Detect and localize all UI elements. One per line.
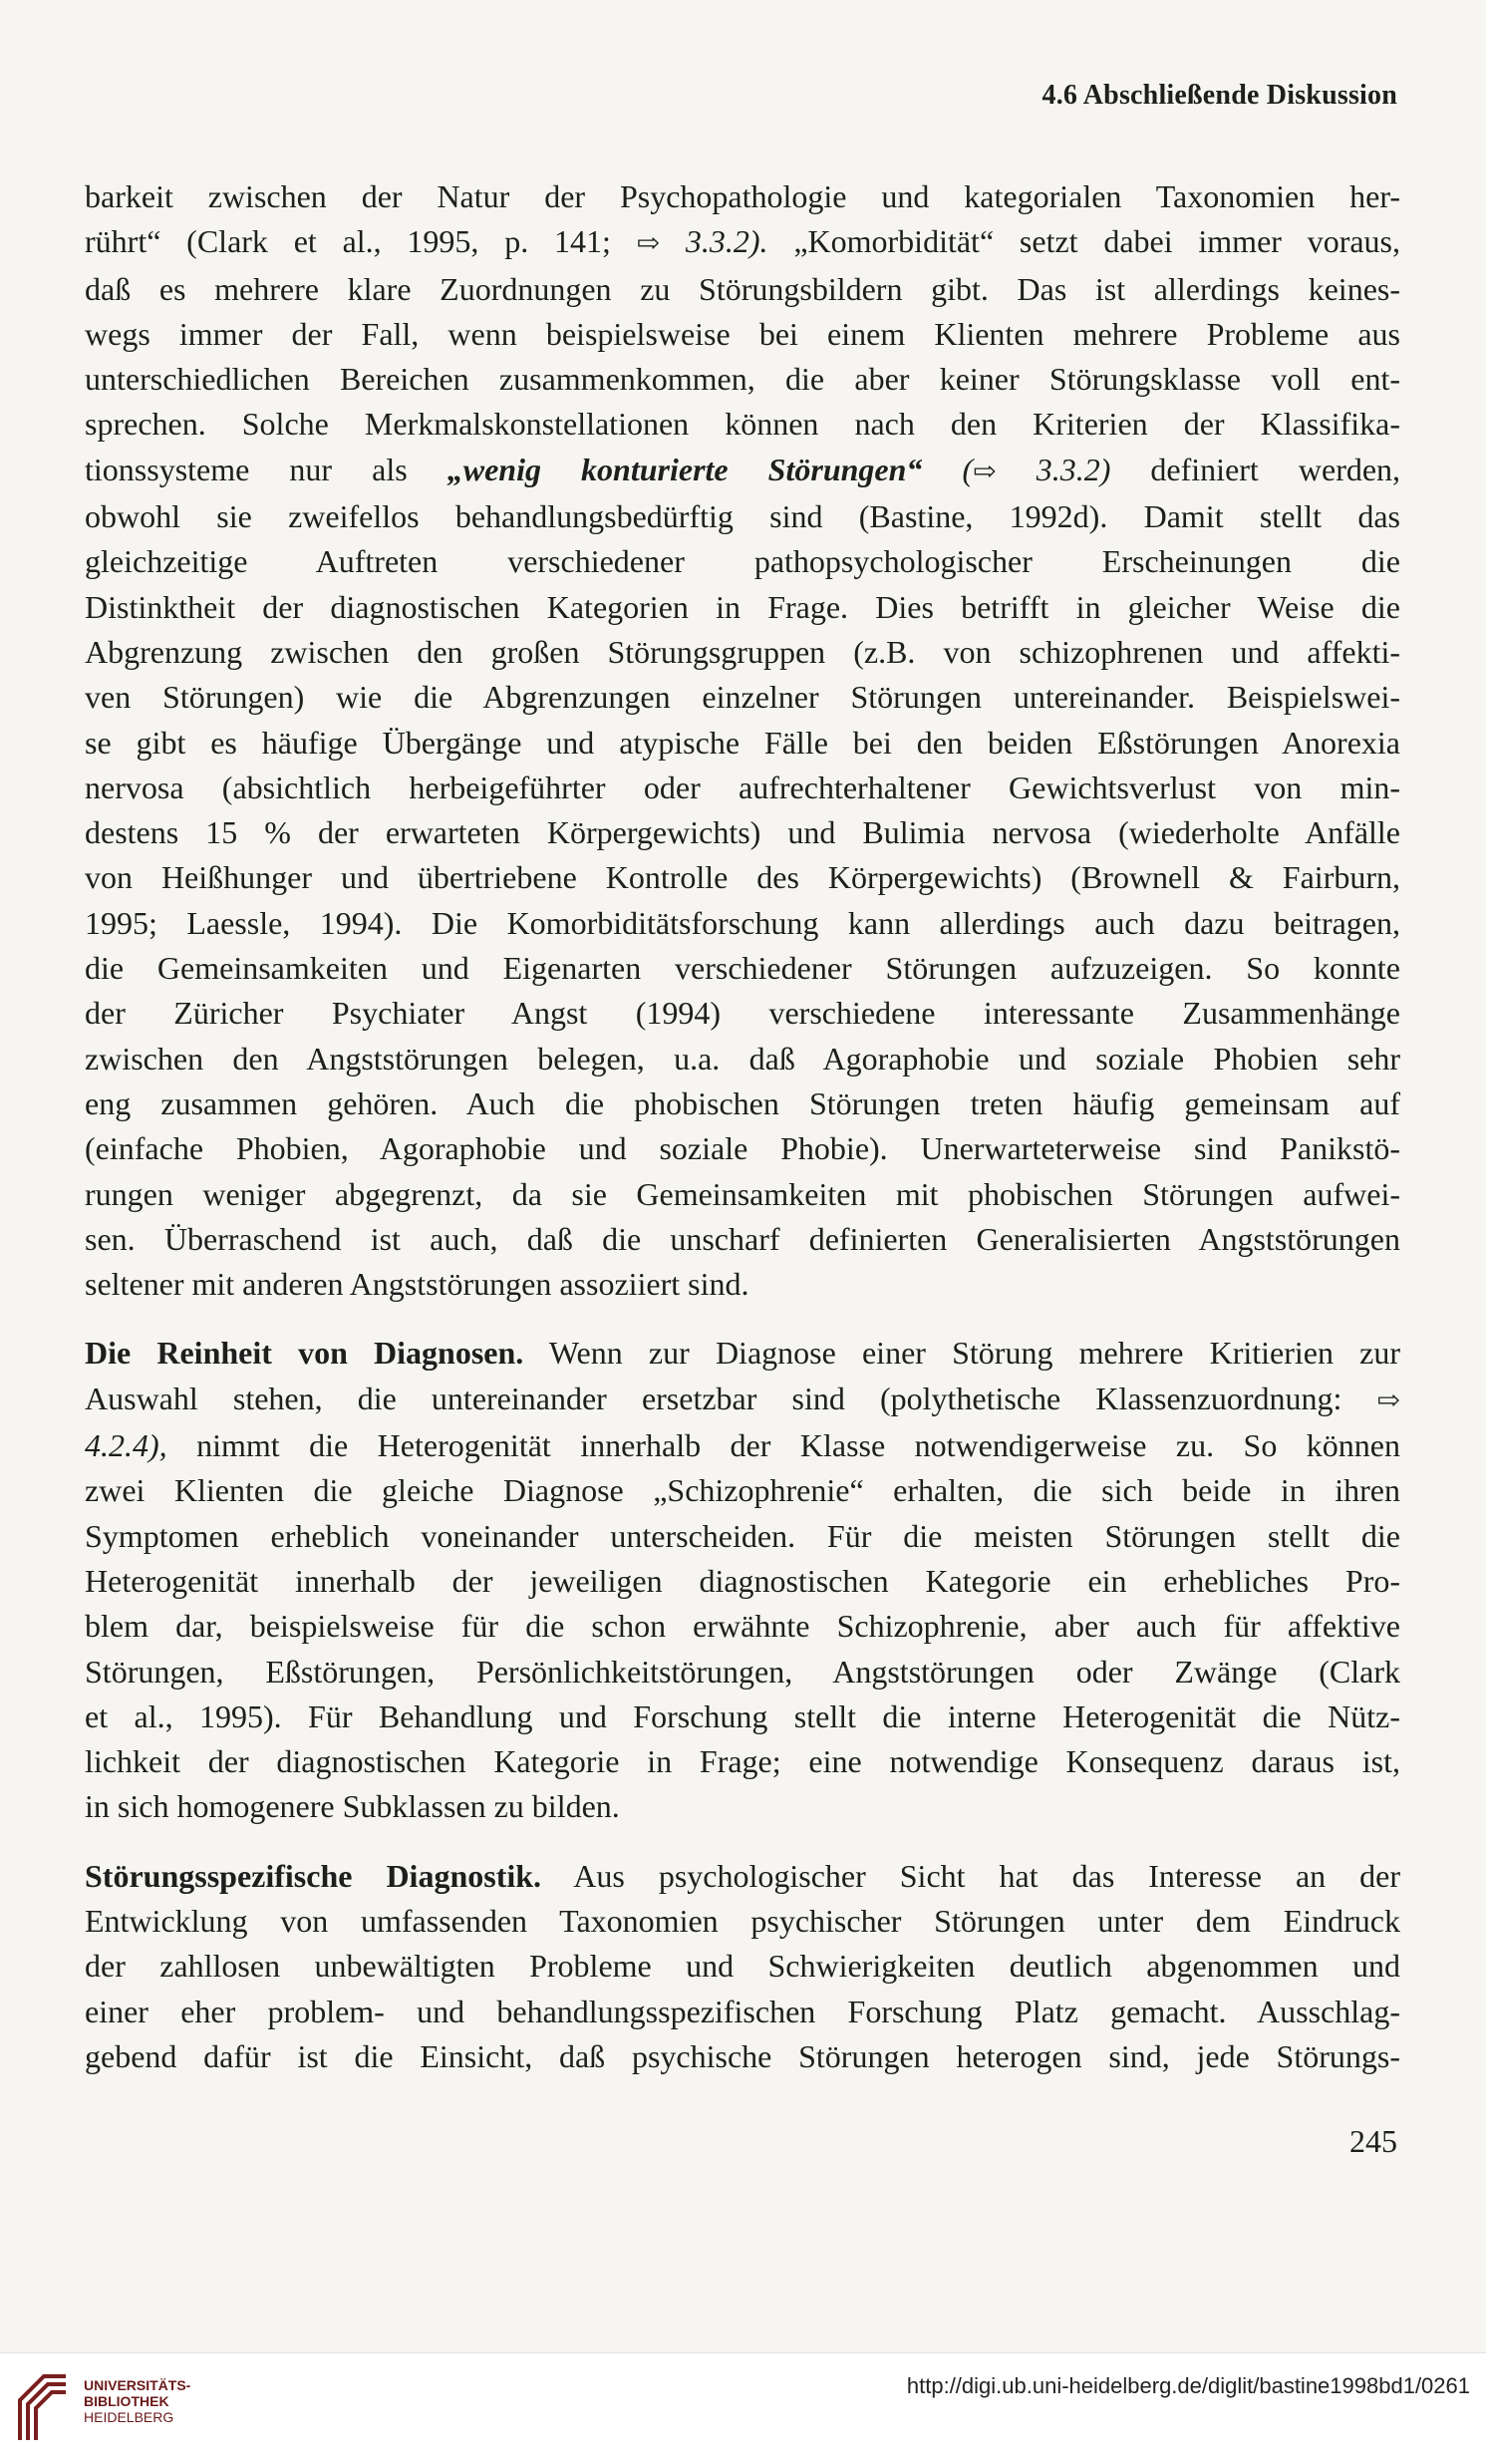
text-line: der Züricher Psychiater Angst (1994) verschiedene interessante Zusammenhänge bbox=[85, 995, 1400, 1032]
text-line: sen. Überraschend ist auch, daß die unscharf definierten Generalisierten Angststörungen bbox=[85, 1220, 1400, 1257]
text-line: von Heißhunger und übertriebene Kontrolle des Körpergewichts) (Brownell & Fairburn, bbox=[85, 859, 1400, 896]
text-line: seltener mit anderen Angststörungen assoziiert sind. bbox=[85, 1266, 749, 1303]
text-line: lichkeit der diagnostischen Kategorie in Frage; eine notwendige Konsequenz daraus ist, bbox=[85, 1743, 1400, 1780]
digitization-footer bbox=[0, 2352, 1486, 2464]
source-url-link[interactable]: http://digi.ub.uni-heidelberg.de/diglit/bastine1998bd1/0261 bbox=[906, 2373, 1470, 2398]
text-line: daß es mehrere klare Zuordnungen zu Störungsbildern gibt. Das ist allerdings keines- bbox=[85, 270, 1400, 307]
text-line: 4.2.4), nimmt die Heterogenität innerhalb der Klasse notwendigerweise zu. So können bbox=[85, 1427, 1400, 1464]
cross-reference-arrow-icon: ⇨ bbox=[636, 228, 661, 260]
text-line: Auswahl stehen, die untereinander ersetzbar sind (polythetische Klassenzuordnung: ⇨ bbox=[85, 1380, 1400, 1416]
running-head: 4.6 Abschließende Diskussion bbox=[1041, 80, 1397, 111]
text-line: zwischen den Angststörungen belegen, u.a. daß Agoraphobie und soziale Phobien sehr bbox=[85, 1040, 1400, 1077]
cross-reference-arrow-icon: ⇨ bbox=[1376, 1385, 1400, 1416]
text-line: der zahllosen unbewältigten Probleme und Schwierigkeiten deutlich abgenommen und bbox=[85, 1948, 1400, 1985]
text-line: Heterogenität innerhalb der jeweiligen diagnostischen Kategorie ein erhebliches Pro- bbox=[85, 1562, 1400, 1599]
text-line: gleichzeitige Auftreten verschiedener pathopsychologischer Erscheinungen die bbox=[85, 543, 1400, 580]
text-line: wegs immer der Fall, wenn beispielsweise bei einem Klienten mehrere Probleme aus bbox=[85, 315, 1400, 352]
text-line: se gibt es häufige Übergänge und atypische Fälle bei den beiden Eßstörungen Anorexia bbox=[85, 724, 1400, 761]
text-line: rungen weniger abgegrenzt, da sie Gemeinsamkeiten mit phobischen Störungen aufwei- bbox=[85, 1175, 1400, 1212]
text-line: 1995; Laessle, 1994). Die Komorbiditätsforschung kann allerdings auch dazu beitragen, bbox=[85, 904, 1400, 941]
text-line: (einfache Phobien, Agoraphobie und soziale Phobie). Unerwarteterweise sind Panikstö- bbox=[85, 1130, 1400, 1167]
cross-reference: 4.2.4), bbox=[85, 1427, 167, 1464]
paragraph-diagnosis-purity bbox=[85, 1331, 1400, 1829]
library-logo-icon bbox=[14, 2370, 72, 2442]
text-line: tionssysteme nur als „wenig konturierte Störungen“ (⇨ 3.3.2) definiert werden, bbox=[85, 451, 1401, 487]
text-line: et al., 1995). Für Behandlung und Forschung stellt die interne Heterogenität die Nütz- bbox=[85, 1697, 1400, 1734]
text-line: zwei Klienten die gleiche Diagnose „Schizophrenie“ erhalten, die sich beide in ihren bbox=[85, 1472, 1400, 1509]
cross-reference: 3.3.2). bbox=[660, 223, 768, 260]
text-line: rührt“ (Clark et al., 1995, p. 141; ⇨ 3.3.2). „Komorbidität“ setzt dabei immer voraus, bbox=[85, 223, 1401, 260]
emphasized-term: „wenig konturierte Störungen“ bbox=[446, 451, 923, 487]
text-line: Abgrenzung zwischen den großen Störungsgruppen (z.B. von schizophrenen und affekti- bbox=[85, 633, 1400, 670]
text-line: sprechen. Solche Merkmalskonstellationen können nach den Kriterien der Klassifika- bbox=[85, 406, 1400, 443]
text-line: obwohl sie zweifellos behandlungsbedürftig sind (Bastine, 1992d). Damit stellt das bbox=[85, 498, 1400, 535]
paragraph-heading: Störungsspezifische Diagnostik. bbox=[85, 1857, 542, 1894]
paragraph-comorbidity bbox=[85, 174, 1400, 1307]
text-line: nervosa (absichtlich herbeigeführter oder aufrechterhaltener Gewichtsverlust von min- bbox=[85, 769, 1400, 805]
text-line: Störungsspezifische Diagnostik. Aus psychologischer Sicht hat das Interesse an der bbox=[85, 1857, 1401, 1894]
text-line: barkeit zwischen der Natur der Psychopathologie und kategorialen Taxonomien her- bbox=[85, 178, 1400, 214]
text-line: ven Störungen) wie die Abgrenzungen einzelner Störungen untereinander. Beispielswei- bbox=[85, 679, 1400, 716]
text-line: einer eher problem- und behandlungsspezifischen Forschung Platz gemacht. Ausschlag- bbox=[85, 1993, 1400, 2029]
text-line: Symptomen erheblich voneinander unterscheiden. Für die meisten Störungen stellt die bbox=[85, 1517, 1400, 1554]
text-line: destens 15 % der erwarteten Körpergewichts) und Bulimia nervosa (wiederholte Anfälle bbox=[85, 814, 1400, 851]
text-line: Entwicklung von umfassenden Taxonomien psychischer Störungen unter dem Eindruck bbox=[85, 1902, 1400, 1939]
text-line: unterschiedlichen Bereichen zusammenkommen, die aber keiner Störungsklasse voll ent- bbox=[85, 361, 1400, 398]
text-line: Die Reinheit von Diagnosen. Wenn zur Diagnose einer Störung mehrere Kritierien zur bbox=[85, 1335, 1401, 1372]
text-line: blem dar, beispielsweise für die schon erwähnte Schizophrenie, aber auch für affektive bbox=[85, 1608, 1400, 1645]
text-line: Distinktheit der diagnostischen Kategorien in Frage. Dies betrifft in gleicher Weise die bbox=[85, 588, 1400, 625]
text-line: die Gemeinsamkeiten und Eigenarten verschiedener Störungen aufzuzeigen. So konnte bbox=[85, 950, 1400, 987]
paragraph-disorder-specific-diagnostics bbox=[85, 1854, 1400, 2079]
cross-reference: 3.3.2) bbox=[996, 451, 1111, 487]
text-line: gebend dafür ist die Einsicht, daß psychische Störungen heterogen sind, jede Störungs- bbox=[85, 2037, 1400, 2074]
paragraph-heading: Die Reinheit von Diagnosen. bbox=[85, 1335, 524, 1372]
cross-reference-arrow-icon: ⇨ bbox=[973, 456, 997, 487]
library-logo-text: UNIVERSITÄTS- BIBLIOTHEK HEIDELBERG bbox=[84, 2377, 191, 2425]
text-line: eng zusammen gehören. Auch die phobischen Störungen treten häufig gemeinsam auf bbox=[85, 1084, 1400, 1121]
body-text bbox=[85, 174, 1400, 2079]
page-number: 245 bbox=[1349, 2123, 1397, 2159]
text-line: Störungen, Eßstörungen, Persönlichkeitstörungen, Angststörungen oder Zwänge (Clark bbox=[85, 1653, 1400, 1690]
text-line: in sich homogenere Subklassen zu bilden. bbox=[85, 1788, 620, 1825]
